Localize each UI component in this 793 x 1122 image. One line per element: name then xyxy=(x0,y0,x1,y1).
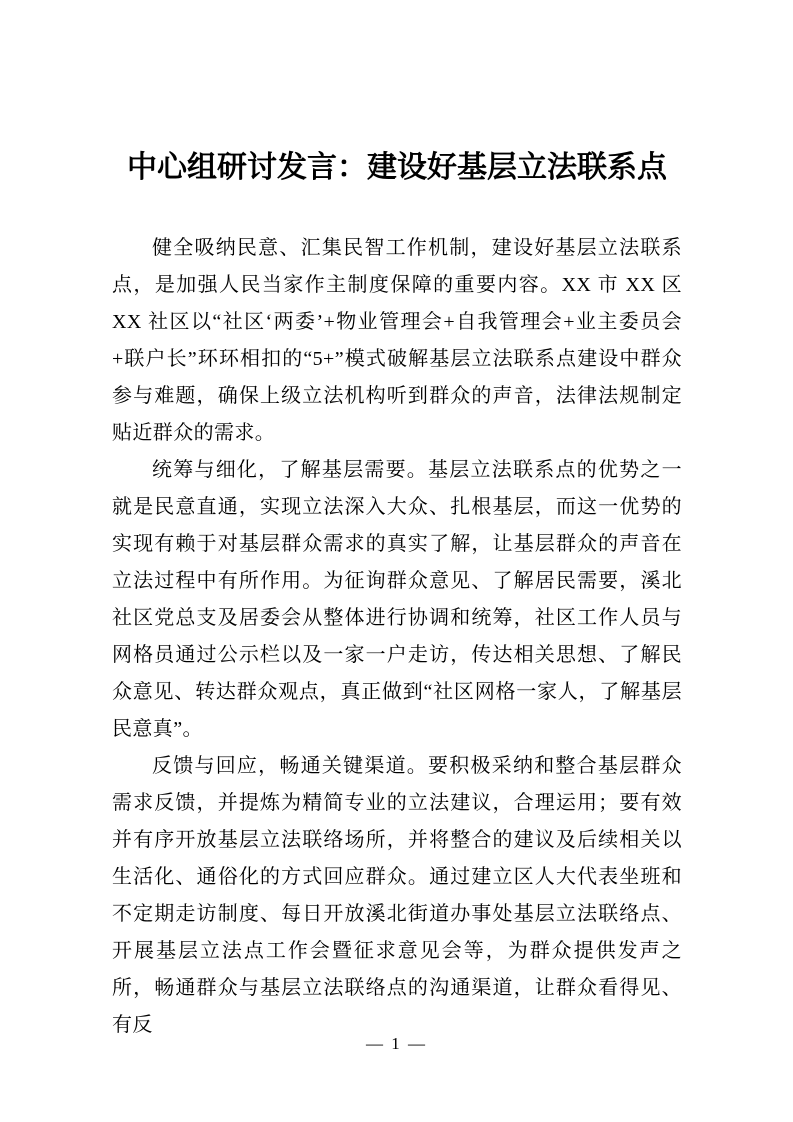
paragraph: 统筹与细化，了解基层需要。基层立法联系点的优势之一就是民意直通，实现立法深入大众、扎根基层，而这一优势的实现有赖于对基层群众需求的真实了解，让基层群众的声音在立法过程中有所作用。为征询群众意见、了解居民需要，溪北社区党总支及居委会从整体进行协调和统筹，社区工作人员与网格员通过公示栏以及一家一户走访，传达相关思想、了解民众意见、转达群众观点，真正做到“社区网格一家人，了解基层民意真”。 xyxy=(112,459,682,740)
document-body xyxy=(112,230,682,1044)
paragraph: 反馈与回应，畅通关键渠道。要积极采纳和整合基层群众需求反馈，并提炼为精简专业的立法建议，合理运用；要有效并有序开放基层立法联络场所，并将整合的建议及后续相关以生活化、通俗化的方式回应群众。通过建立区人大代表坐班和不定期走访制度、每日开放溪北街道办事处基层立法联络点、开展基层立法点工作会暨征求意见会等，为群众提供发声之所，畅通群众与基层立法联络点的沟通渠道，让群众看得见、有反 xyxy=(112,755,682,1036)
document-title: 中心组研讨发言：建设好基层立法联系点 xyxy=(127,151,667,184)
page-number: — 1 — xyxy=(366,1034,427,1053)
paragraph: 健全吸纳民意、汇集民智工作机制，建设好基层立法联系点，是加强人民当家作主制度保障的重要内容。XX 市 XX 区 XX 社区以“社区‘两委’+物业管理会+自我管理会+业主委员会+联户长”环环相扣的“5+”模式破解基层立法联系点建设中群众参与难题，确保上级立法机构听到群众的声音，法律法规制定贴近群众的需求。 xyxy=(112,237,682,444)
